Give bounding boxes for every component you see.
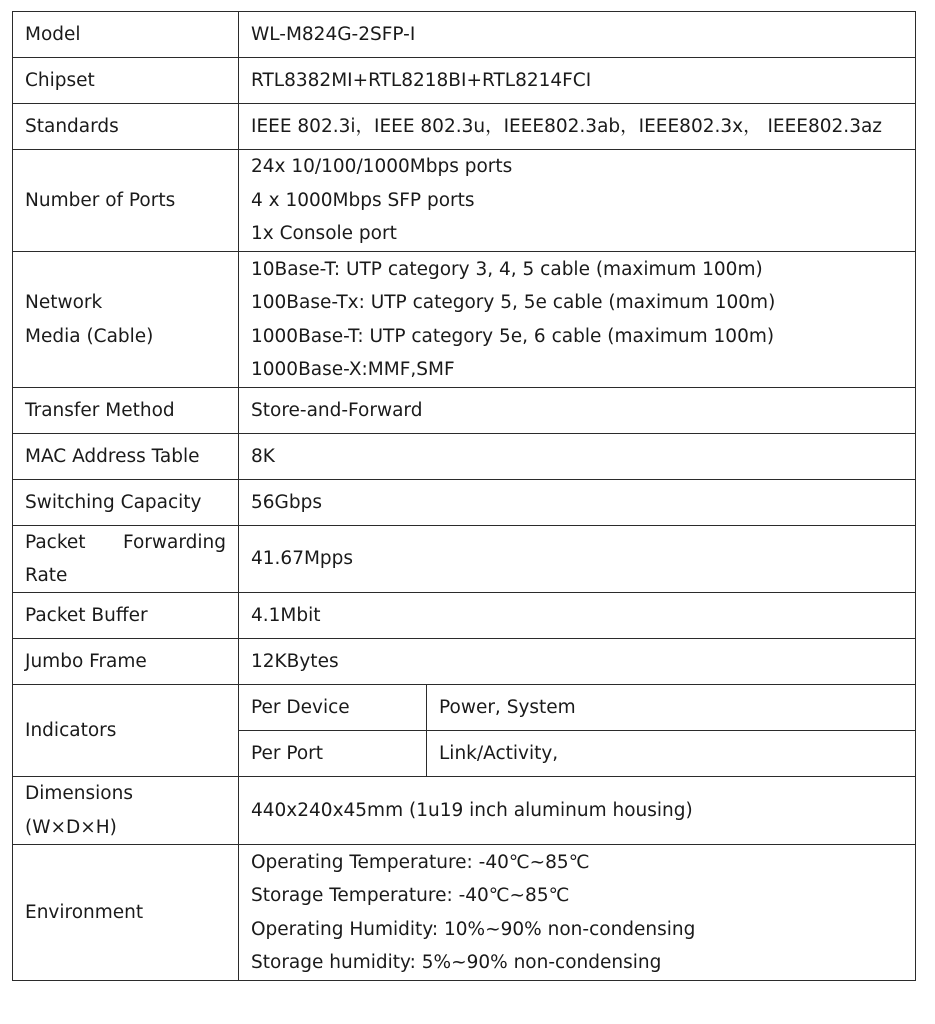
row-network-media [13, 252, 916, 388]
row-transfer-method [13, 388, 916, 434]
environment-label: Environment [13, 845, 239, 981]
environment-line: Storage humidity: 5%~90% non-condensing [251, 952, 662, 973]
standards-label: Standards [13, 104, 239, 150]
spec-table [12, 11, 916, 981]
environment-line: Operating Humidity: 10%~90% non-condensing [251, 918, 696, 940]
jumbo-frame-label: Jumbo Frame [13, 639, 239, 685]
row-switching-capacity [13, 480, 916, 526]
mac-table-label: MAC Address Table [13, 434, 239, 480]
environment-line: Operating Temperature: -40℃~85℃ [251, 851, 590, 873]
ports-value [239, 150, 916, 252]
network-media-label-line: Media (Cable) [25, 325, 154, 347]
network-media-line: 1000Base-X:MMF,SMF [251, 359, 455, 380]
ports-label: Number of Ports [13, 150, 239, 252]
dimensions-value: 440x240x45mm (1u19 inch aluminum housing) [239, 777, 916, 845]
ports-line: 24x 10/100/1000Mbps ports [251, 156, 513, 178]
chipset-label: Chipset [13, 58, 239, 104]
mac-table-value: 8K [239, 434, 916, 480]
indicators-label: Indicators [13, 685, 239, 777]
row-ports [13, 150, 916, 252]
row-indicators-device [13, 685, 916, 731]
indicators-value: Power, System [427, 685, 916, 731]
row-forwarding-rate [13, 526, 916, 593]
ports-line: 1x Console port [251, 223, 397, 245]
row-model [13, 12, 916, 58]
row-environment [13, 845, 916, 981]
model-value: WL-M824G-2SFP-I [239, 12, 916, 58]
indicators-sub-label: Per Device [239, 685, 427, 731]
row-jumbo-frame [13, 639, 916, 685]
network-media-line: 1000Base-T: UTP category 5e, 6 cable (maximum 100m) [251, 325, 775, 347]
jumbo-frame-value: 12KBytes [239, 639, 916, 685]
environment-line: Storage Temperature: -40℃~85℃ [251, 885, 570, 906]
model-label: Model [13, 12, 239, 58]
packet-buffer-label: Packet Buffer [13, 593, 239, 639]
environment-value [239, 845, 916, 981]
switching-capacity-value: 56Gbps [239, 480, 916, 526]
network-media-label-line: Network [25, 292, 103, 313]
dimensions-label-line: Dimensions [25, 783, 133, 804]
indicators-sub-label: Per Port [239, 731, 427, 777]
dimensions-label [13, 777, 239, 845]
row-chipset [13, 58, 916, 104]
forwarding-rate-label: Packet Forwarding Rate [13, 526, 239, 593]
row-mac-table [13, 434, 916, 480]
network-media-line: 100Base-Tx: UTP category 5, 5e cable (maximum 100m) [251, 292, 776, 313]
dimensions-label-line: (W×D×H) [25, 816, 117, 838]
switching-capacity-label: Switching Capacity [13, 480, 239, 526]
packet-buffer-value: 4.1Mbit [239, 593, 916, 639]
network-media-value [239, 252, 916, 388]
row-packet-buffer [13, 593, 916, 639]
row-dimensions [13, 777, 916, 845]
network-media-label [13, 252, 239, 388]
row-standards [13, 104, 916, 150]
chipset-value: RTL8382MI+RTL8218BI+RTL8214FCI [239, 58, 916, 104]
transfer-method-value: Store-and-Forward [239, 388, 916, 434]
ports-line: 4 x 1000Mbps SFP ports [251, 189, 475, 211]
network-media-line: 10Base-T: UTP category 3, 4, 5 cable (maximum 100m) [251, 258, 763, 280]
forwarding-rate-value: 41.67Mpps [239, 526, 916, 593]
transfer-method-label: Transfer Method [13, 388, 239, 434]
indicators-value: Link/Activity, [427, 731, 916, 777]
standards-value: IEEE 802.3i，IEEE 802.3u，IEEE802.3ab，IEEE802.3x， IEEE802.3az [239, 104, 916, 150]
